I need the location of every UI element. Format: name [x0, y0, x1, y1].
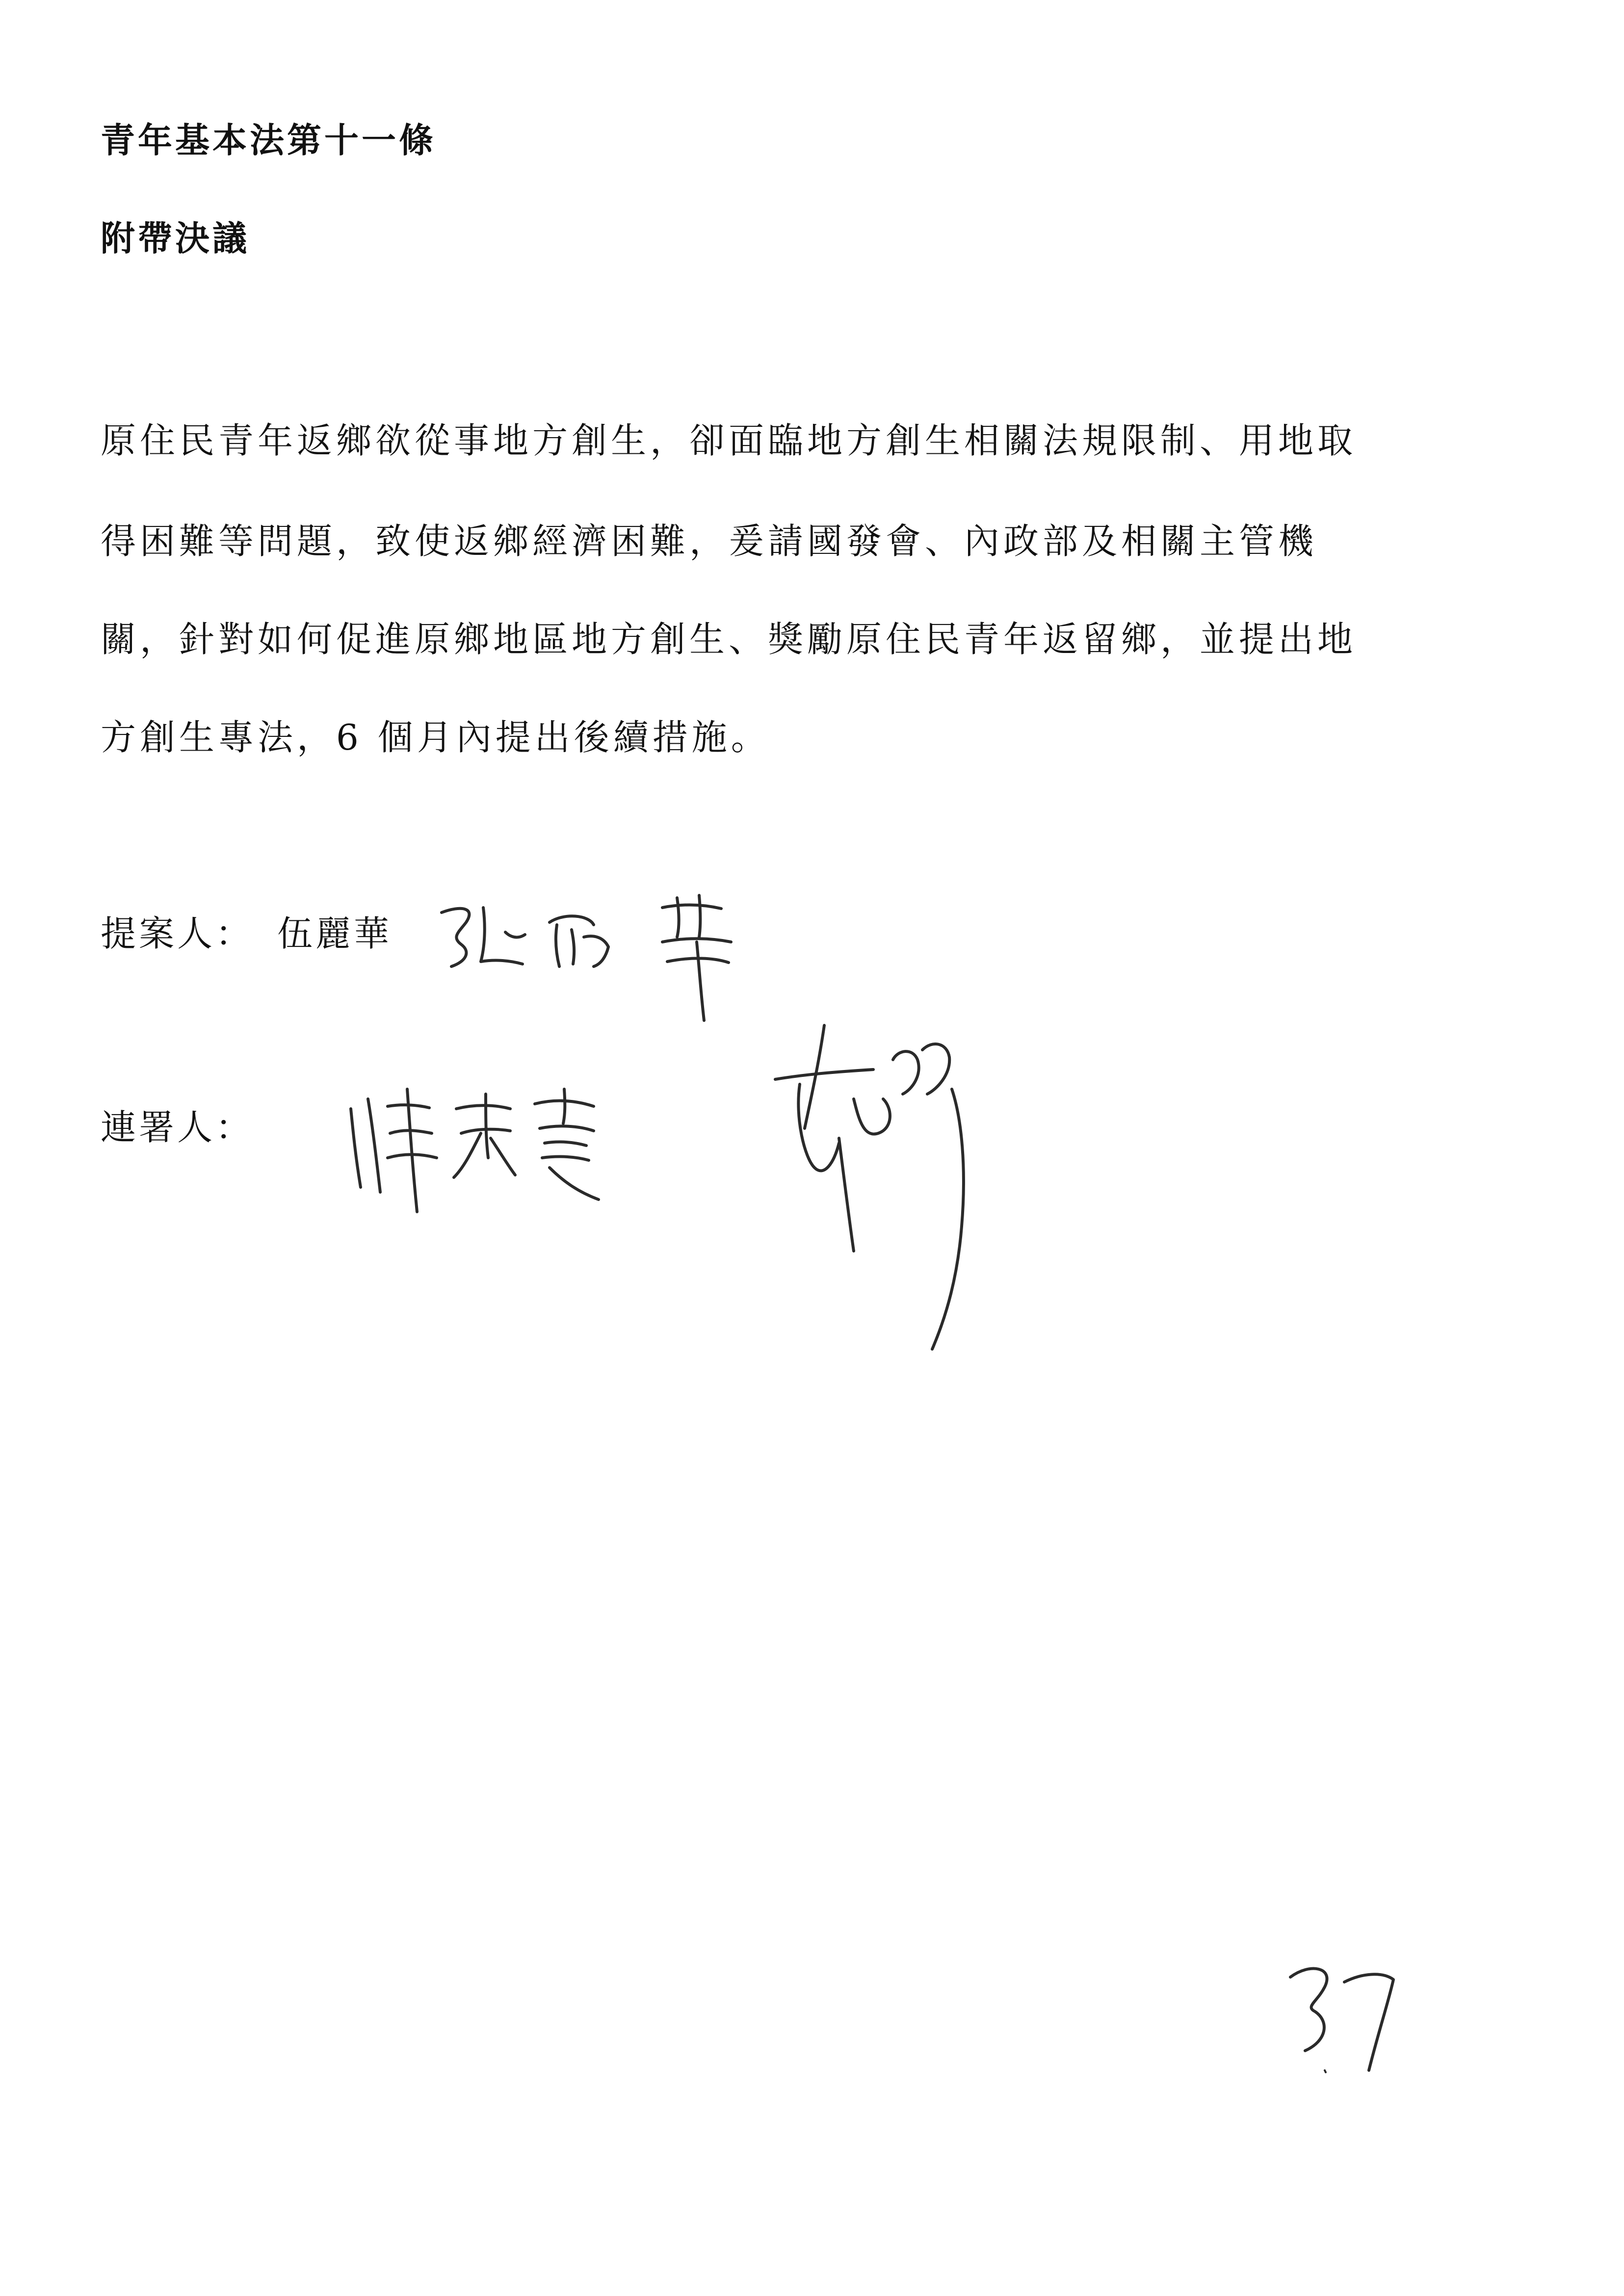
proposer-name: 伍麗華 — [277, 913, 393, 954]
body-text-line: 關，針對如何促進原鄉地區地方創生、獎勵原住民青年返留鄉，並提出地 — [101, 619, 1357, 660]
proposer-label: 提案人： — [101, 913, 254, 954]
body-text-line: 方創生專法，6 個月內提出後續措施。 — [101, 717, 770, 758]
body-text-line: 得困難等問題，致使返鄉經濟困難，爰請國發會、內政部及相關主管機 — [101, 521, 1318, 562]
handwritten-page-number — [1281, 1957, 1408, 2085]
cosigner-label: 連署人： — [101, 1107, 254, 1148]
cosigner-signature-2 — [765, 1020, 1001, 1364]
document-subtitle: 附帶決議 — [101, 218, 250, 259]
cosigner-signature-1 — [339, 1079, 657, 1226]
document-title: 青年基本法第十一條 — [101, 120, 436, 160]
proposer-signature — [432, 878, 785, 1025]
body-text-line: 原住民青年返鄉欲從事地方創生，卻面臨地方創生相關法規限制、用地取 — [101, 420, 1357, 461]
